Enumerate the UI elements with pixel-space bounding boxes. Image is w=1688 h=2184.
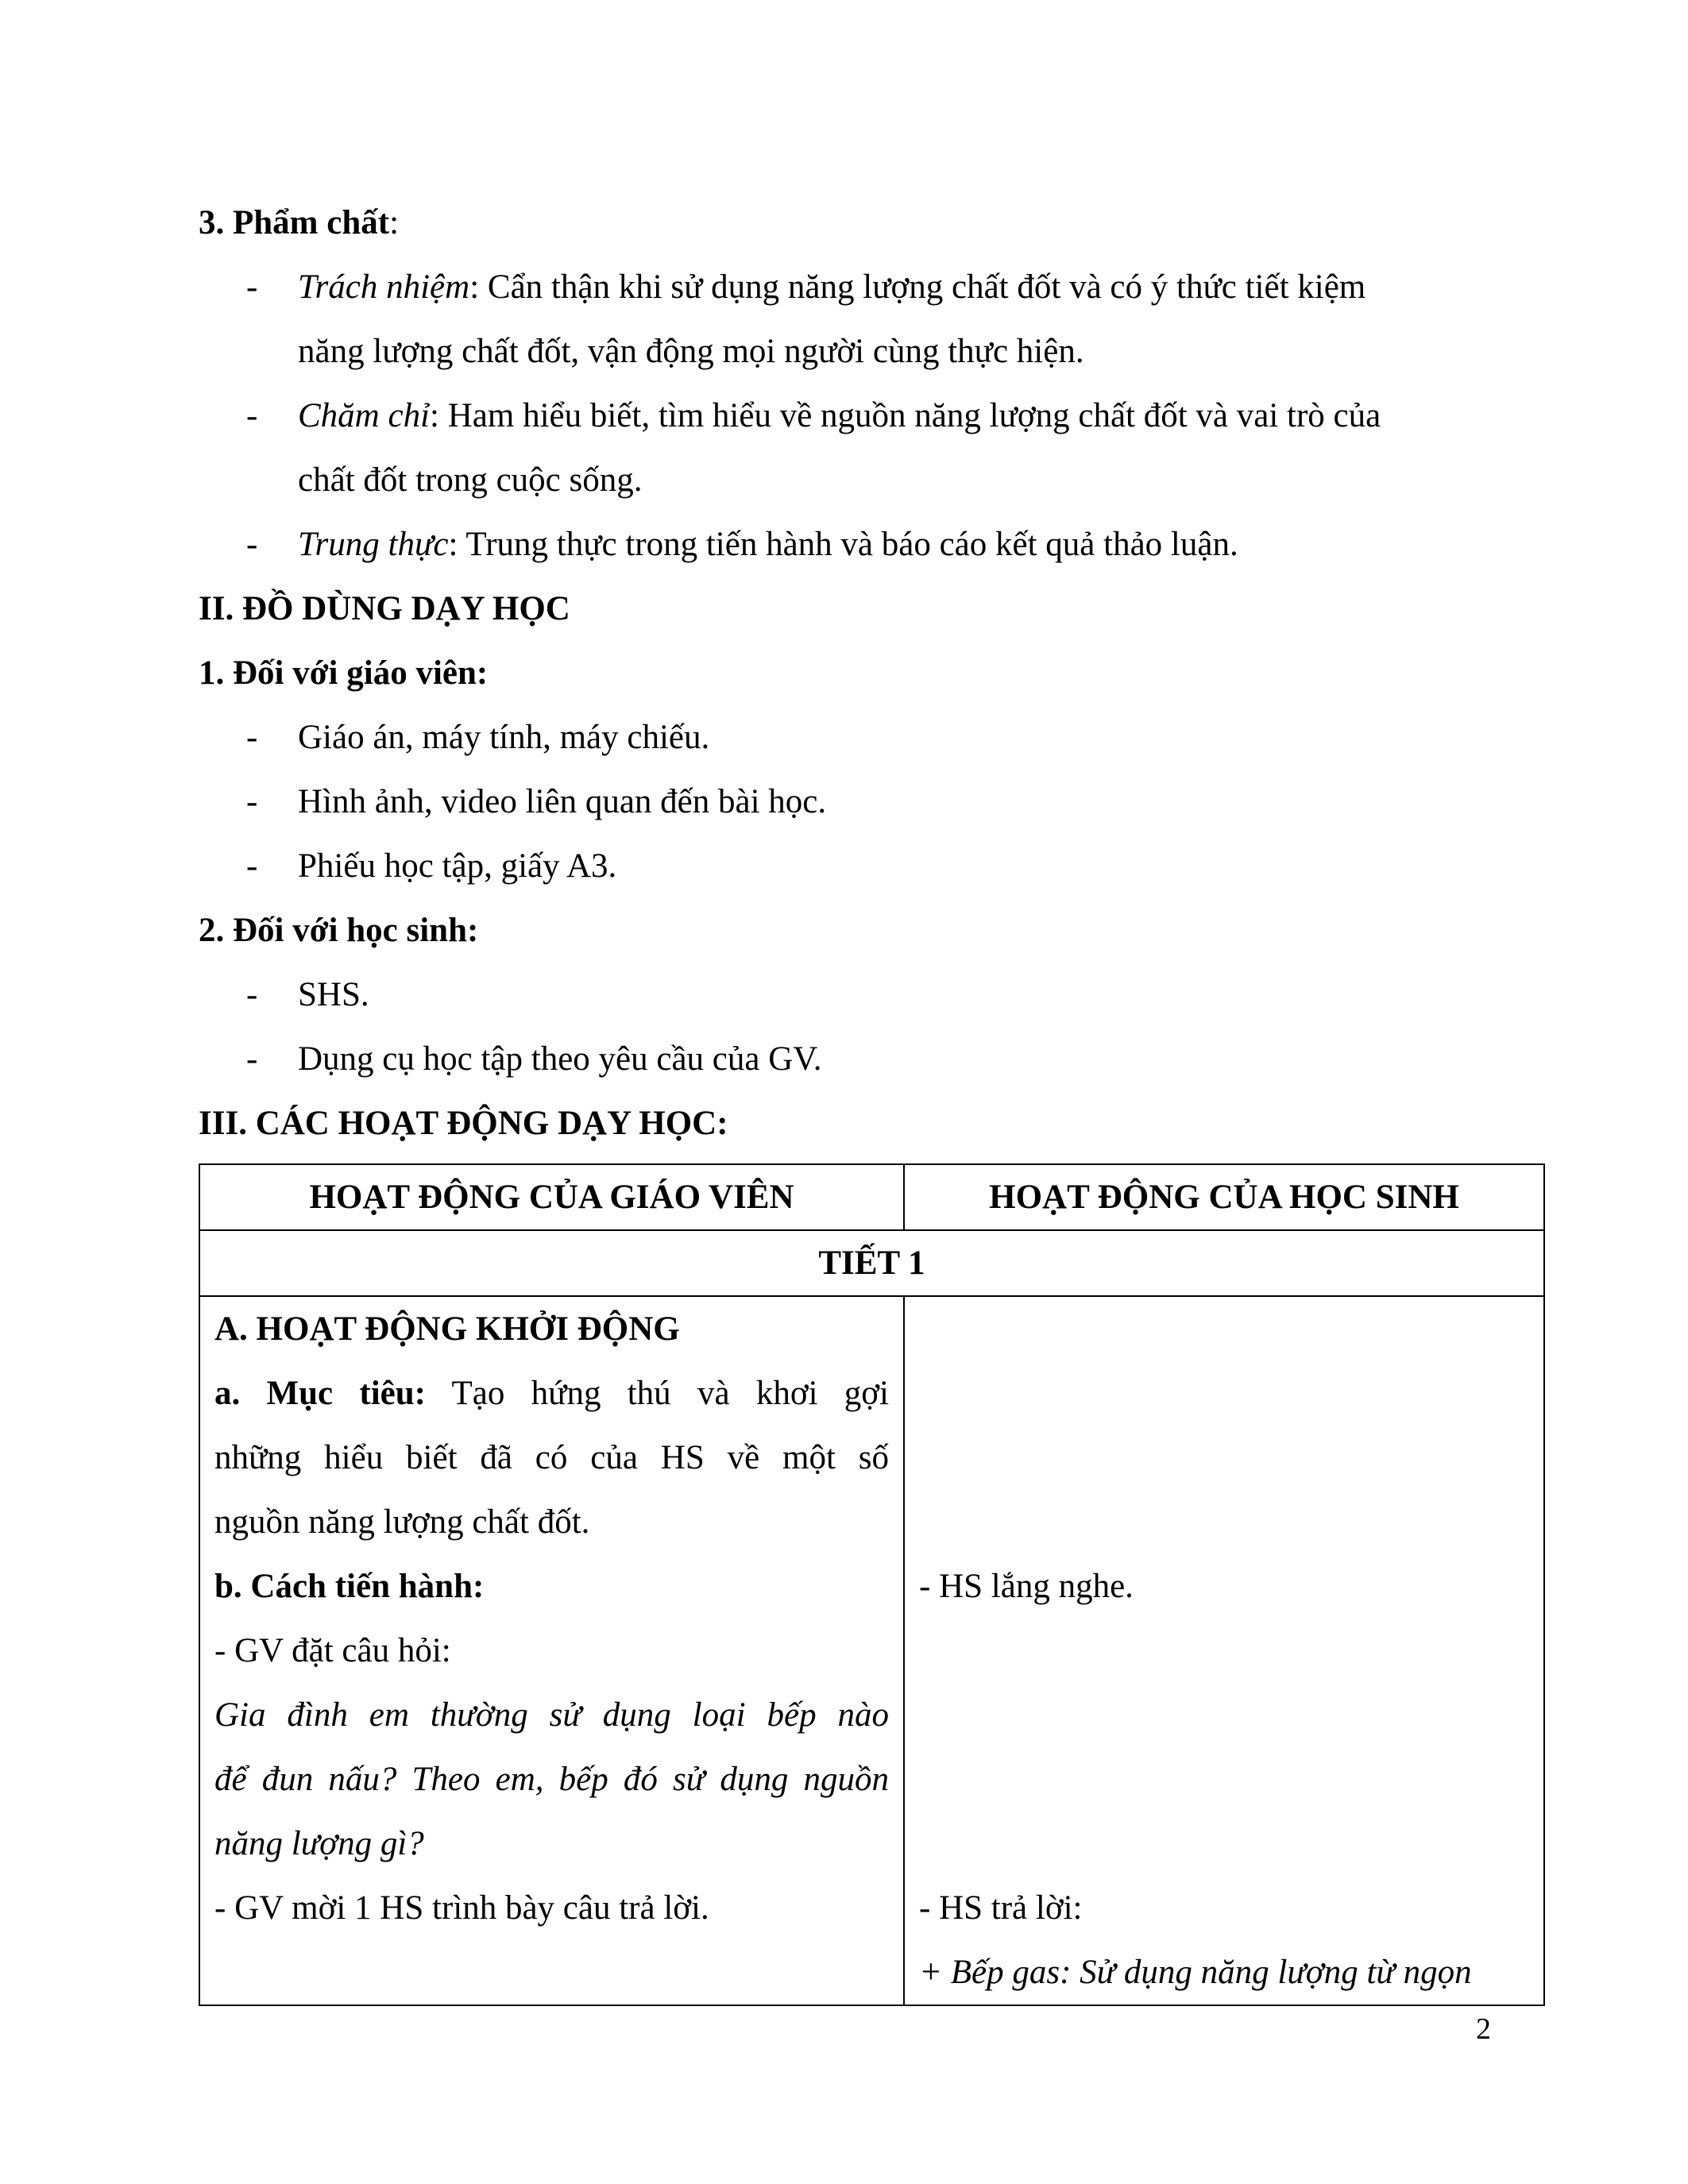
- quality-text: : Trung thực trong tiến hành và báo cáo kết quả thảo luận.: [448, 526, 1238, 563]
- section-3-colon: :: [389, 204, 400, 241]
- student-activity-cell: [904, 1296, 1544, 2005]
- list-item: - SHS.: [199, 963, 1541, 1027]
- gv-invite-text: - GV mời 1 HS trình bày câu trả lời.: [214, 1889, 709, 1927]
- table-row: [199, 1296, 1544, 2005]
- hs-answer-detail: + Bếp gas: Sử dụng năng lượng từ ngọn: [919, 1954, 1472, 1991]
- procedure-label: b. Cách tiến hành:: [214, 1568, 485, 1605]
- hs-listen-text: - HS lắng nghe.: [919, 1568, 1134, 1605]
- activity-title: A. HOẠT ĐỘNG KHỞI ĐỘNG: [214, 1310, 680, 1348]
- table-header-row: [199, 1164, 1544, 1230]
- question-text: năng lượng gì?: [214, 1825, 424, 1862]
- list-item: - Chăm chỉ: Ham hiểu biết, tìm hiểu về nguồn năng lượng chất đốt và vai trò của chất đốt trong cuộc sống.: [199, 384, 1541, 512]
- list-item-text: Dụng cụ học tập theo yêu cầu của GV.: [298, 1040, 822, 1078]
- teacher-column-header: HOẠT ĐỘNG CỦA GIÁO VIÊN: [199, 1164, 904, 1230]
- list-item: - Trách nhiệm: Cẩn thận khi sử dụng năng lượng chất đốt và có ý thức tiết kiệm năng lượng chất đốt, vận động mọi người cùng thực hiện.: [199, 255, 1541, 384]
- list-item-text: Phiếu học tập, giấy A3.: [298, 847, 617, 885]
- activities-table: [199, 1163, 1545, 2006]
- objective-line: [214, 1361, 889, 1426]
- quality-text: : Cẩn thận khi sử dụng năng lượng chất đốt và có ý thức tiết kiệm: [469, 268, 1366, 306]
- quality-text: : Ham hiểu biết, tìm hiểu về nguồn năng lượng chất đốt và vai trò của: [430, 397, 1381, 434]
- section-3-heading: [199, 191, 1541, 255]
- page-number: 2: [1476, 2012, 1491, 2046]
- quality-label: Trách nhiệm: [298, 268, 470, 306]
- teacher-materials-heading: 1. Đối với giáo viên:: [199, 654, 489, 692]
- quality-label: Trung thực: [298, 526, 449, 563]
- objective-text-cont: những hiểu biết đã có của HS về một số: [214, 1439, 889, 1476]
- list-item-text: Hình ảnh, video liên quan đến bài học.: [298, 783, 827, 820]
- list-item-text: SHS.: [298, 976, 369, 1013]
- list-item: - Dụng cụ học tập theo yêu cầu của GV.: [199, 1027, 1541, 1091]
- list-item: - Giáo án, máy tính, máy chiếu.: [199, 705, 1541, 770]
- section-III-heading: III. CÁC HOẠT ĐỘNG DẠY HỌC:: [199, 1105, 728, 1142]
- section-II-heading: II. ĐỒ DÙNG DẠY HỌC: [199, 590, 570, 627]
- question-text: để đun nấu? Theo em, bếp đó sử dụng nguồn: [214, 1761, 889, 1798]
- list-item-text: Giáo án, máy tính, máy chiếu.: [298, 719, 710, 756]
- section-3-title: 3. Phẩm chất: [199, 204, 390, 241]
- teacher-activity-cell: [199, 1296, 904, 2005]
- objective-text-cont: nguồn năng lượng chất đốt.: [214, 1503, 590, 1541]
- document-body: [199, 191, 1541, 1156]
- quality-text-cont: chất đốt trong cuộc sống.: [298, 461, 643, 499]
- period-label: TIẾT 1: [199, 1230, 1544, 1296]
- list-item: - Phiếu học tập, giấy A3.: [199, 834, 1541, 898]
- list-item: - Hình ảnh, video liên quan đến bài học.: [199, 770, 1541, 834]
- table-row: [199, 1230, 1544, 1296]
- gv-question-intro: - GV đặt câu hỏi:: [214, 1632, 451, 1669]
- student-materials-heading: 2. Đối với học sinh:: [199, 912, 479, 949]
- hs-answer-text: - HS trả lời:: [919, 1889, 1083, 1927]
- quality-label: Chăm chỉ: [298, 397, 431, 434]
- list-item: - Trung thực: Trung thực trong tiến hành và báo cáo kết quả thảo luận.: [246, 526, 1238, 563]
- quality-text-cont: năng lượng chất đốt, vận động mọi người cùng thực hiện.: [298, 333, 1084, 370]
- student-column-header: HOẠT ĐỘNG CỦA HỌC SINH: [904, 1164, 1544, 1230]
- objective-text: Tạo hứng thú và khơi gợi: [426, 1375, 889, 1412]
- question-text: Gia đình em thường sử dụng loại bếp nào: [214, 1696, 889, 1734]
- objective-label: a. Mục tiêu:: [214, 1375, 426, 1412]
